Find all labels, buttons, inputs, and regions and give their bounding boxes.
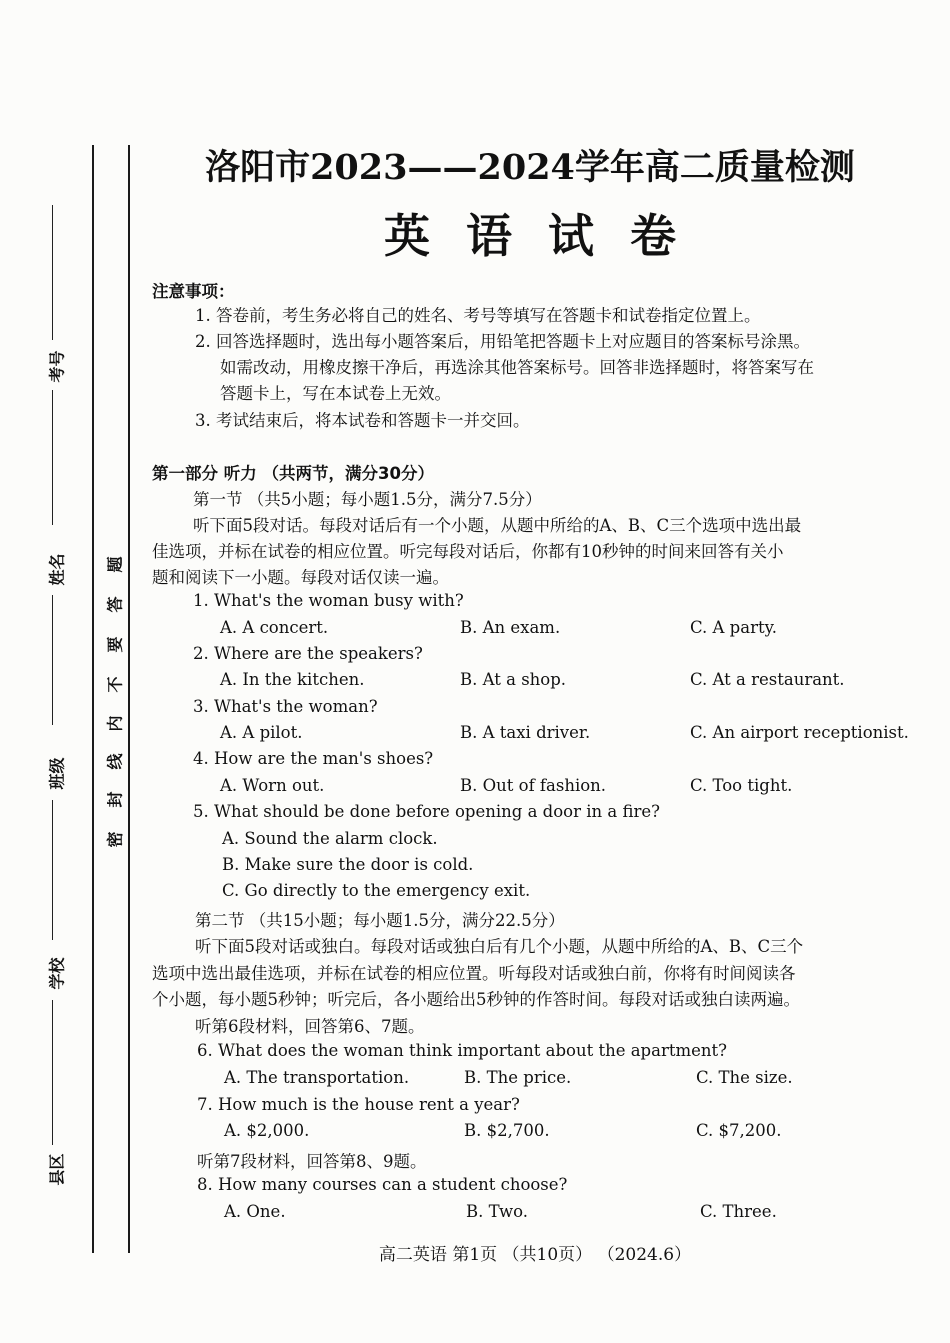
seal-char: 不: [105, 676, 125, 693]
exam-no-label: 考号: [47, 350, 67, 383]
binding-line-outer: [92, 145, 94, 1253]
seal-char: 要: [105, 636, 125, 653]
part1-heading: 第一部分 听力 （共两节，满分30分）: [152, 464, 434, 483]
name-label: 姓名: [47, 553, 67, 586]
notice-heading: 注意事项：: [152, 282, 235, 301]
section1-instructions: 题和阅读下一小题。每段对话仅读一遍。: [152, 568, 449, 587]
page-footer: 高二英语 第1页 （共10页） （2024.6）: [378, 1245, 692, 1265]
section1-heading: 第一节 （共5小题；每小题1.5分，满分7.5分）: [193, 490, 542, 509]
question-stem: 1. What's the woman busy with?: [193, 591, 464, 610]
binding-line-inner: [128, 145, 130, 1253]
section2-instructions: 听下面5段对话或独白。每段对话或独白后有几个小题，从题中所给的A、B、C三个: [195, 937, 804, 956]
option-b: B. Make sure the door is cold.: [222, 855, 474, 874]
option-a: A. $2,000.: [224, 1121, 310, 1140]
option-a: A. A pilot.: [220, 723, 303, 742]
option-a: A. The transportation.: [224, 1068, 410, 1087]
school-blank: [52, 800, 53, 940]
class-blank: [52, 595, 53, 725]
notice-item: 答题卡上，写在本试卷上无效。: [220, 384, 451, 403]
option-c: C. The size.: [696, 1068, 793, 1087]
section2-heading: 第二节 （共15小题；每小题1.5分，满分22.5分）: [195, 911, 565, 930]
question-stem: 7. How much is the house rent a year?: [197, 1095, 520, 1114]
option-c: C. Three.: [700, 1202, 777, 1221]
section2-instructions: 个小题，每小题5秒钟；听完后，各小题给出5秒钟的作答时间。每段对话或独白读两遍。: [152, 990, 800, 1009]
option-a: A. Worn out.: [220, 776, 325, 795]
county-label: 县区: [47, 1153, 67, 1186]
question-stem: 2. Where are the speakers?: [193, 644, 423, 663]
question-stem: 4. How are the man's shoes?: [193, 749, 434, 768]
option-c: C. An airport receptionist.: [690, 723, 909, 742]
question-stem: 3. What's the woman?: [193, 697, 378, 716]
option-c: C. $7,200.: [696, 1121, 782, 1140]
seal-char: 封: [105, 791, 125, 808]
question-stem: 5. What should be done before opening a door in a fire?: [193, 802, 660, 821]
notice-item: 2. 回答选择题时，选出每小题答案后，用铅笔把答题卡上对应题目的答案标号涂黑。: [195, 332, 810, 351]
material-note: 听第6段材料，回答第6、7题。: [195, 1017, 425, 1036]
exam-title: 洛阳市2023——2024学年高二质量检测: [205, 147, 855, 188]
option-b: B. Two.: [466, 1202, 529, 1221]
school-label: 学校: [47, 957, 67, 990]
option-a: A. A concert.: [220, 618, 329, 637]
county-blank: [52, 1000, 53, 1145]
option-b: B. The price.: [464, 1068, 572, 1087]
option-c: C. A party.: [690, 618, 777, 637]
seal-char: 答: [105, 596, 125, 613]
option-c: C. At a restaurant.: [690, 670, 845, 689]
option-a: A. In the kitchen.: [220, 670, 365, 689]
option-c: C. Go directly to the emergency exit.: [222, 881, 531, 900]
notice-item: 如需改动，用橡皮擦干净后，再选涂其他答案标号。回答非选择题时，将答案写在: [220, 358, 814, 377]
question-stem: 8. How many courses can a student choose?: [197, 1175, 568, 1194]
option-b: B. At a shop.: [460, 670, 567, 689]
option-c: C. Too tight.: [690, 776, 793, 795]
option-b: B. A taxi driver.: [460, 723, 591, 742]
name-blank: [52, 390, 53, 525]
seal-char: 内: [105, 715, 125, 732]
class-label: 班级: [47, 757, 67, 790]
section2-instructions: 选项中选出最佳选项，并标在试卷的相应位置。听每段对话或独白前，你将有时间阅读各: [152, 964, 796, 983]
section1-instructions: 佳选项，并标在试卷的相应位置。听完每段对话后，你都有10秒钟的时间来回答有关小: [152, 542, 784, 561]
section1-instructions: 听下面5段对话。每段对话后有一个小题，从题中所给的A、B、C三个选项中选出最: [193, 516, 802, 535]
material-note: 听第7段材料，回答第8、9题。: [197, 1152, 427, 1171]
notice-item: 1. 答卷前，考生务必将自己的姓名、考号等填写在答题卡和试卷指定位置上。: [195, 306, 761, 325]
option-b: B. $2,700.: [464, 1121, 550, 1140]
option-a: A. Sound the alarm clock.: [222, 829, 438, 848]
question-stem: 6. What does the woman think important about the apartment?: [197, 1041, 727, 1060]
seal-char: 密: [105, 831, 125, 848]
seal-char: 题: [105, 556, 125, 573]
notice-item: 3. 考试结束后，将本试卷和答题卡一并交回。: [195, 411, 530, 430]
exam-subtitle: 英 语 试 卷: [383, 209, 687, 263]
option-b: B. An exam.: [460, 618, 561, 637]
seal-char: 线: [105, 753, 125, 770]
option-b: B. Out of fashion.: [460, 776, 607, 795]
option-a: A. One.: [224, 1202, 286, 1221]
